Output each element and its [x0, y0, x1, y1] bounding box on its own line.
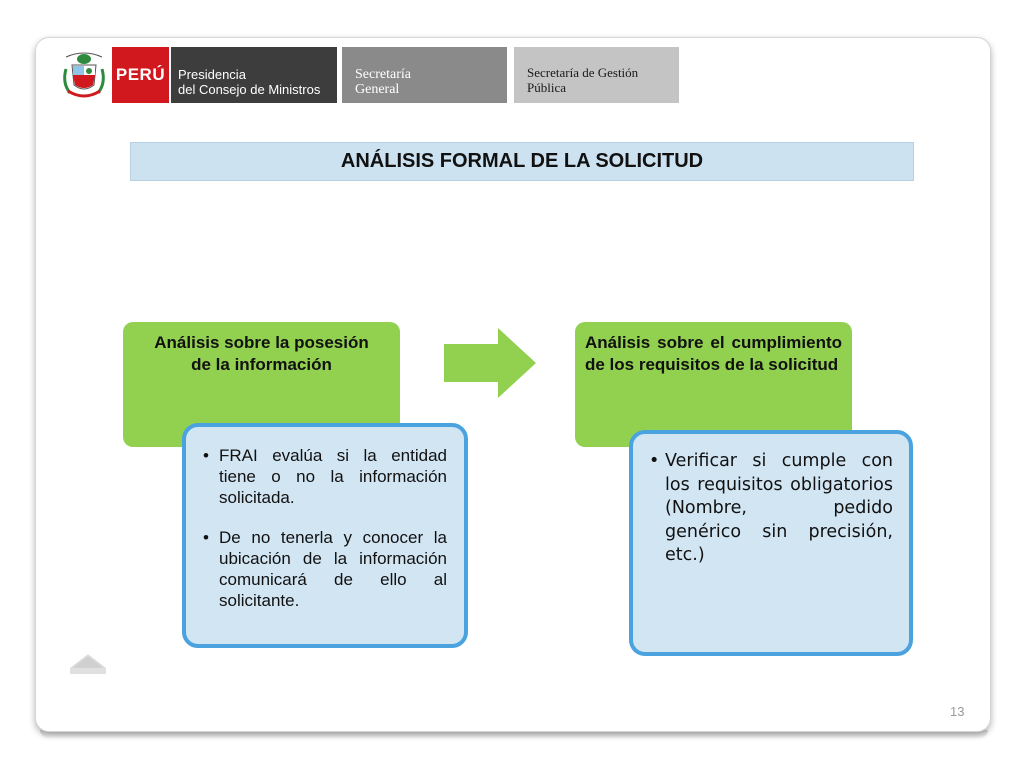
- pcm-line-2: del Consejo de Ministros: [178, 82, 321, 97]
- left-bullet-2: • De no tenerla y conocer la ubicación de la información comunicará de ello al solicitante.: [219, 527, 447, 611]
- page-number: 13: [950, 704, 965, 719]
- left-detail-box: [182, 423, 468, 648]
- right-heading: Análisis sobre el cumplimiento de los requisitos de la solicitud: [585, 333, 842, 374]
- pcm-line-1: Presidencia: [178, 67, 246, 82]
- left-bullet-1: • FRAI evalúa si la entidad tiene o no la información solicitada.: [219, 445, 447, 508]
- right-bullet-1: • Verificar si cumple con los requisitos obligatorios (Nombre, pedido genérico sin precisión, etc.): [665, 450, 893, 568]
- right-bullet-list: [645, 450, 893, 568]
- right-heading-box: [575, 322, 852, 447]
- secretaria-gestion-publica-box: [514, 47, 679, 103]
- left-heading: Análisis sobre la posesión de la información: [154, 333, 369, 374]
- left-bullet-list: [198, 445, 447, 611]
- secretaria-general-box: [342, 47, 507, 103]
- sgp-line-1: Secretaría de Gestión: [527, 65, 639, 80]
- sg-line-2: General: [355, 82, 400, 97]
- slide-title: ANÁLISIS FORMAL DE LA SOLICITUD: [340, 150, 704, 172]
- country-name: PERÚ: [115, 65, 166, 84]
- peru-logo: [112, 47, 169, 103]
- pcm-header-box: [171, 47, 337, 103]
- national-crest-icon: [60, 47, 108, 103]
- right-detail-box: [629, 430, 913, 656]
- sgp-line-2: Pública: [527, 80, 566, 95]
- slide-title-bar: [130, 142, 914, 181]
- right-arrow-icon: [444, 328, 536, 398]
- home-triangle-icon[interactable]: [70, 654, 106, 674]
- sg-line-1: Secretaría: [355, 67, 411, 82]
